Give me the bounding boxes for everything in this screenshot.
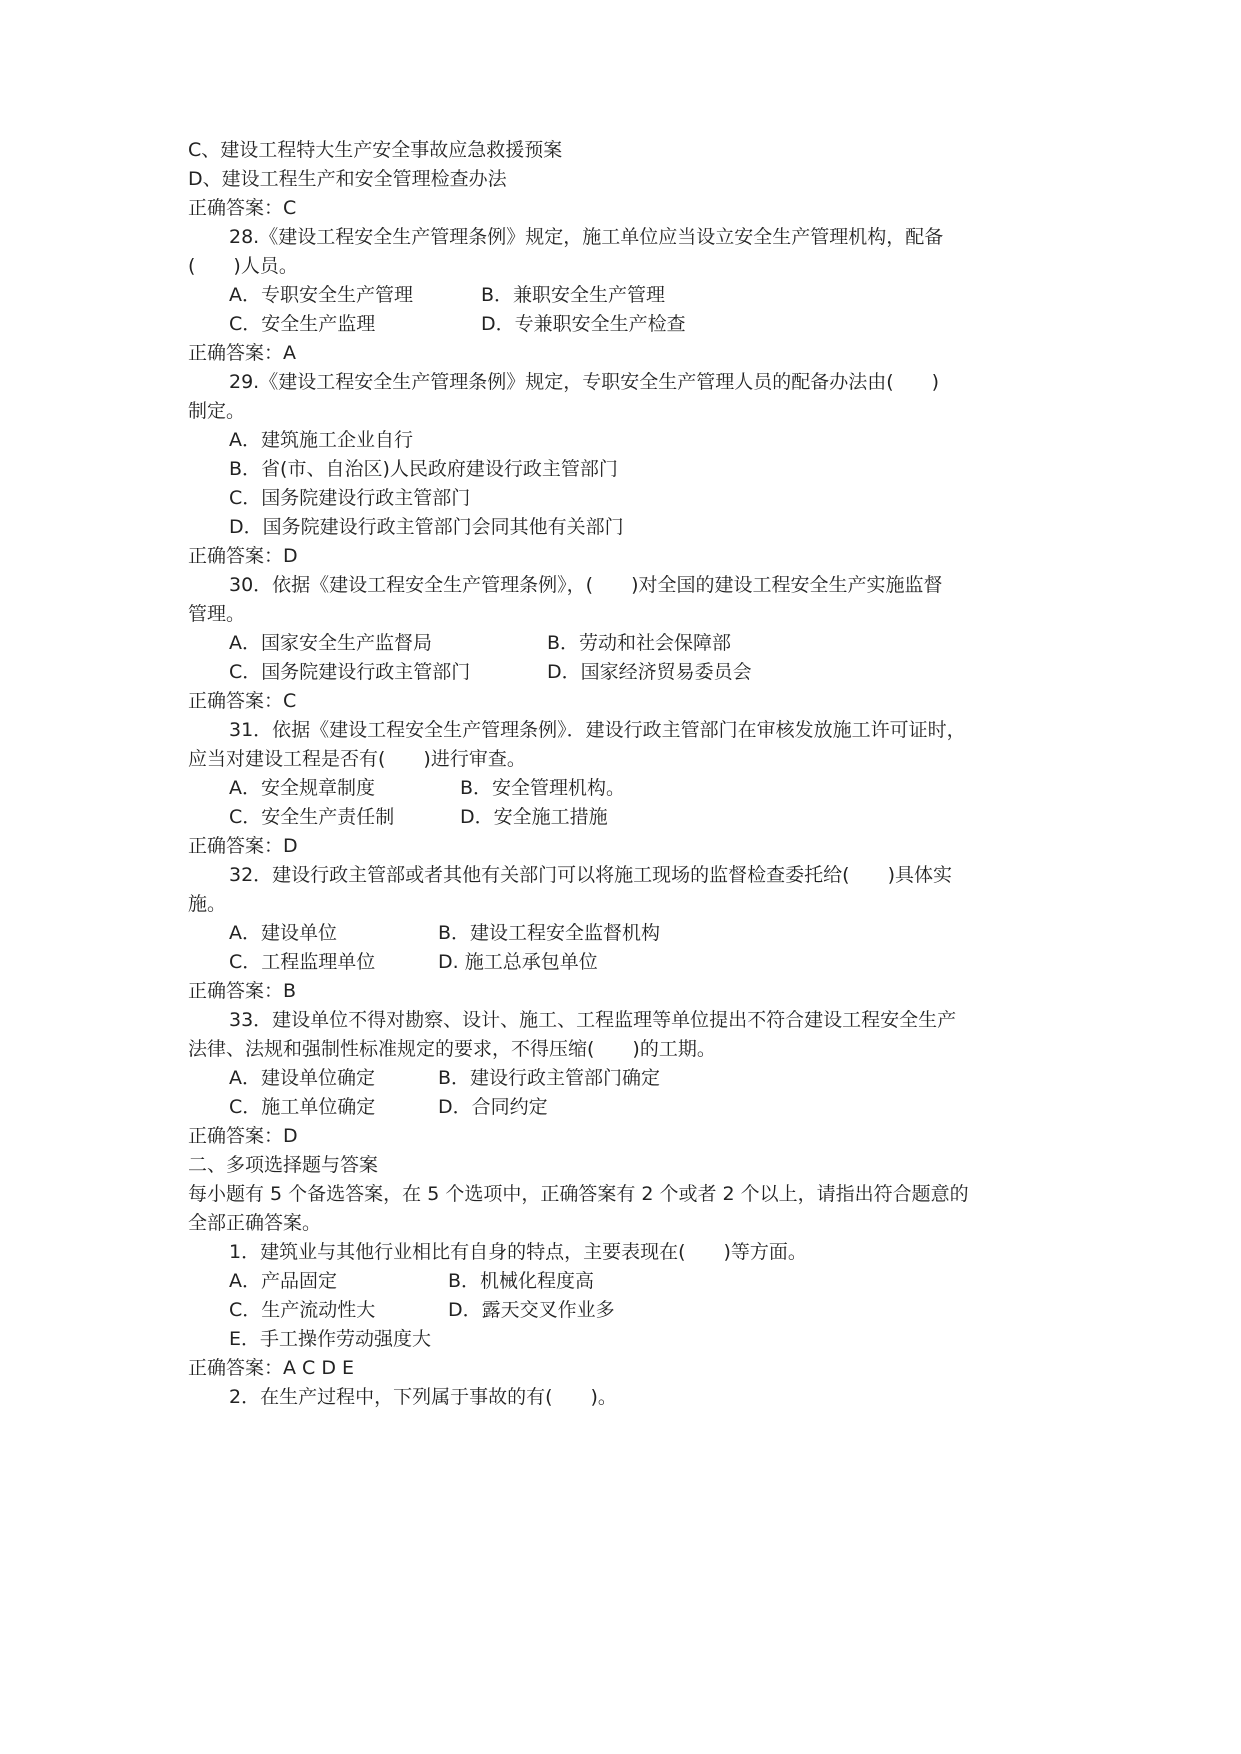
q30-option-c: C．国务院建设行政主管部门 — [229, 661, 471, 683]
q33-option-b: B．建设行政主管部门确定 — [438, 1067, 661, 1089]
question-28-line1: 28.《建设工程安全生产管理条例》规定，施工单位应当设立安全生产管理机构，配备 — [229, 226, 944, 248]
q30-option-d: D．国家经济贸易委员会 — [547, 661, 752, 683]
q30-option-b: B．劳动和社会保障部 — [547, 632, 732, 654]
section-instructions-line2: 全部正确答案。 — [188, 1212, 322, 1234]
option-c-prev: C、建设工程特大生产安全事故应急救援预案 — [188, 139, 563, 161]
question-32-line2: 施。 — [188, 893, 227, 915]
question-32-line1: 32．建设行政主管部或者其他有关部门可以将施工现场的监督检查委托给( )具体实 — [229, 864, 953, 886]
q28-option-c: C．安全生产监理 — [229, 313, 376, 335]
question-29-line2: 制定。 — [188, 400, 246, 422]
q30-option-a: A．国家安全生产监督局 — [229, 632, 432, 654]
q32-option-c: C．工程监理单位 — [229, 951, 376, 973]
answer-28: 正确答案：A — [188, 342, 296, 364]
option-d-prev: D、建设工程生产和安全管理检查办法 — [188, 168, 507, 190]
mc1-option-a: A．产品固定 — [229, 1270, 337, 1292]
question-31-line2: 应当对建设工程是否有( )进行审查。 — [188, 748, 526, 770]
q31-option-a: A．安全规章制度 — [229, 777, 375, 799]
mc1-option-c: C．生产流动性大 — [229, 1299, 376, 1321]
q31-option-c: C．安全生产责任制 — [229, 806, 395, 828]
mc-question-1: 1．建筑业与其他行业相比有自身的特点，主要表现在( )等方面。 — [229, 1241, 807, 1263]
mc1-option-b: B．机械化程度高 — [448, 1270, 595, 1292]
mc1-option-d: D．露天交叉作业多 — [448, 1299, 615, 1321]
answer-27: 正确答案：C — [188, 197, 297, 219]
q28-option-d: D．专兼职安全生产检查 — [481, 313, 686, 335]
question-31-line1: 31．依据《建设工程安全生产管理条例》．建设行政主管部门在审核发放施工许可证时， — [229, 719, 966, 741]
answer-mc-1: 正确答案：A C D E — [188, 1357, 355, 1379]
q28-option-a: A．专职安全生产管理 — [229, 284, 413, 306]
q29-option-c: C．国务院建设行政主管部门 — [229, 487, 471, 509]
q31-option-b: B．安全管理机构。 — [460, 777, 626, 799]
q32-option-d: D. 施工总承包单位 — [438, 951, 598, 973]
question-33-line1: 33．建设单位不得对勘察、设计、施工、工程监理等单位提出不符合建设工程安全生产 — [229, 1009, 957, 1031]
q32-option-b: B．建设工程安全监督机构 — [438, 922, 661, 944]
section-heading-multiple-choice: 二、多项选择题与答案 — [188, 1154, 379, 1176]
question-33-line2: 法律、法规和强制性标准规定的要求，不得压缩( )的工期。 — [188, 1038, 716, 1060]
question-28-line2: ( )人员。 — [188, 255, 298, 277]
q29-option-b: B．省(市、自治区)人民政府建设行政主管部门 — [229, 458, 618, 480]
q28-option-b: B．兼职安全生产管理 — [481, 284, 666, 306]
answer-30: 正确答案：C — [188, 690, 297, 712]
q31-option-d: D．安全施工措施 — [460, 806, 608, 828]
answer-33: 正确答案：D — [188, 1125, 298, 1147]
question-30-line2: 管理。 — [188, 603, 246, 625]
q33-option-d: D．合同约定 — [438, 1096, 548, 1118]
answer-32: 正确答案：B — [188, 980, 297, 1002]
answer-31: 正确答案：D — [188, 835, 298, 857]
answer-29: 正确答案：D — [188, 545, 298, 567]
question-30-line1: 30．依据《建设工程安全生产管理条例》，( )对全国的建设工程安全生产实施监督 — [229, 574, 943, 596]
q33-option-c: C．施工单位确定 — [229, 1096, 376, 1118]
mc-question-2: 2．在生产过程中，下列属于事故的有( )。 — [229, 1386, 617, 1408]
question-29-line1: 29.《建设工程安全生产管理条例》规定，专职安全生产管理人员的配备办法由( ) — [229, 371, 940, 393]
mc1-option-e: E．手工操作劳动强度大 — [229, 1328, 432, 1350]
q32-option-a: A．建设单位 — [229, 922, 337, 944]
q29-option-d: D．国务院建设行政主管部门会同其他有关部门 — [229, 516, 624, 538]
q33-option-a: A．建设单位确定 — [229, 1067, 375, 1089]
q29-option-a: A．建筑施工企业自行 — [229, 429, 413, 451]
section-instructions-line1: 每小题有 5 个备选答案，在 5 个选项中，正确答案有 2 个或者 2 个以上，请指出符合题意的 — [188, 1183, 969, 1205]
